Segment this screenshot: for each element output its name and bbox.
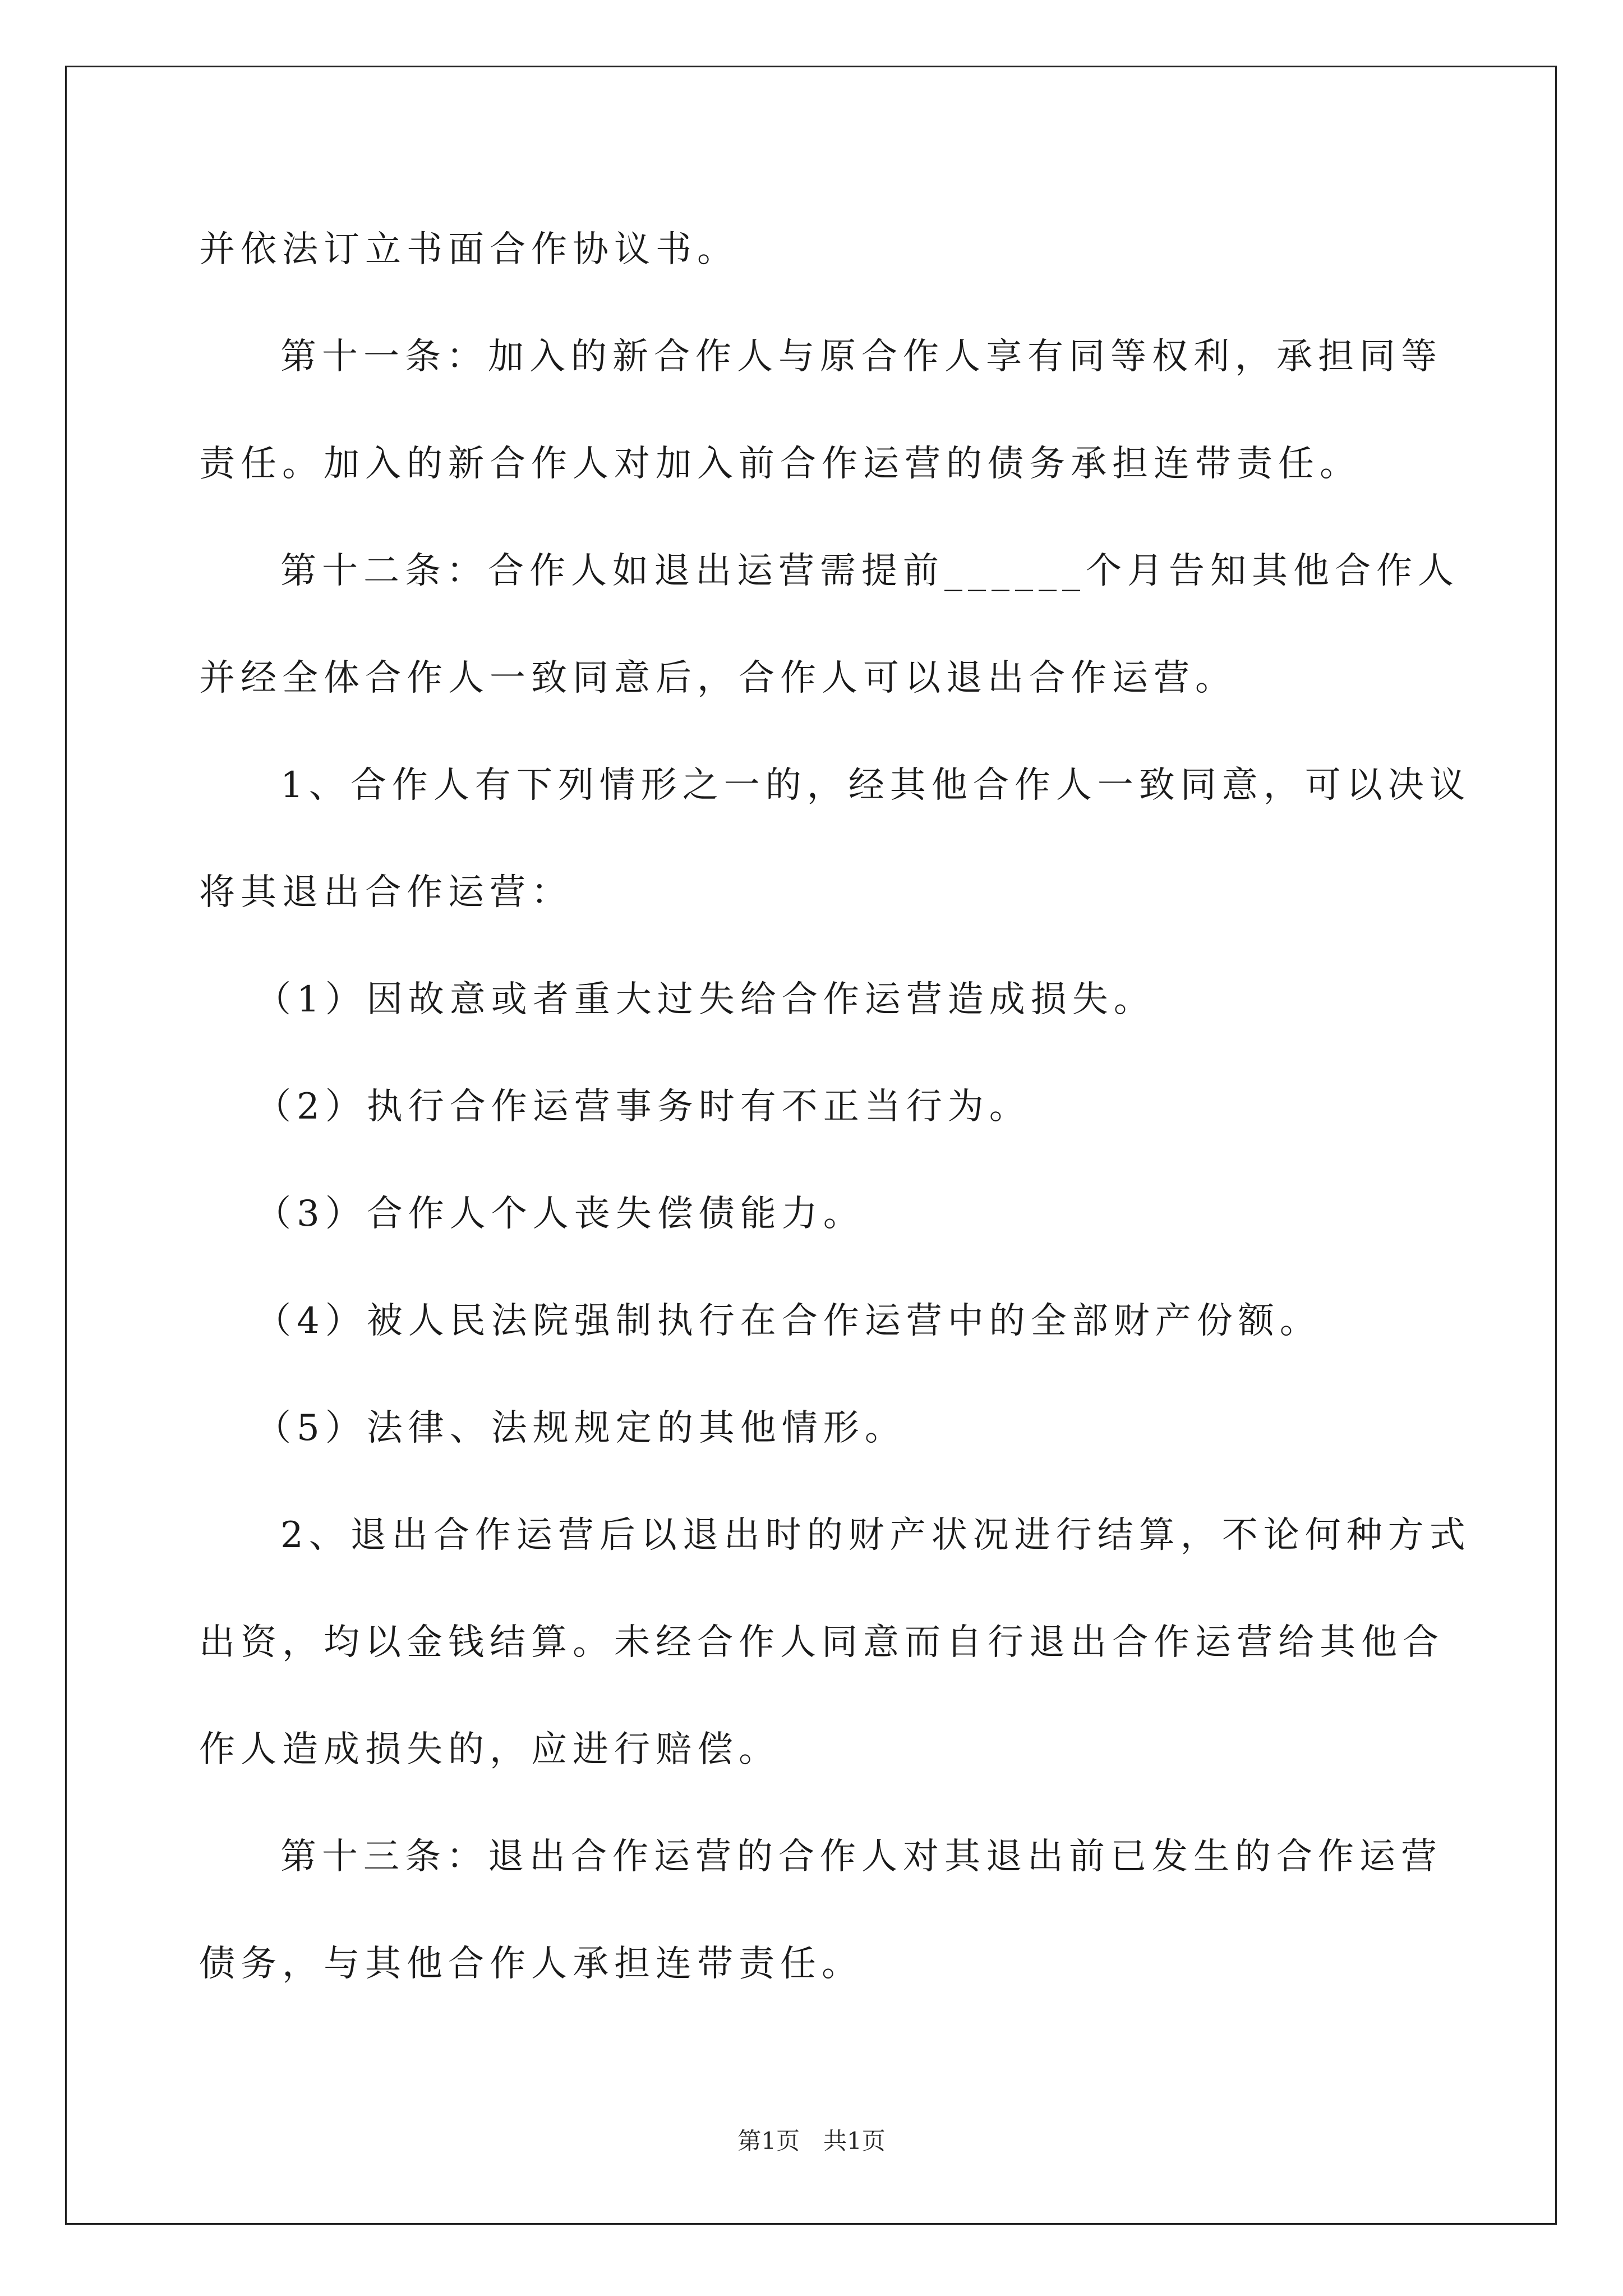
article-11-line-2: 责任。加入的新合作人对加入前合作运营的债务承担连带责任。	[199, 443, 1361, 485]
clause-1-line-1: 1、合作人有下列情形之一的，经其他合作人一致同意，可以决议	[280, 765, 1471, 806]
article-13-line-1: 第十三条：退出合作运营的合作人对其退出前已发生的合作运营	[280, 1836, 1442, 1878]
page-number: 第1页 共1页	[737, 2127, 886, 2155]
list-item: （4）被人民法院强制执行在合作运营中的全部财产份额。	[255, 1300, 1321, 1342]
article-11-line-1: 第十一条：加入的新合作人与原合作人享有同等权利，承担同等	[280, 336, 1442, 378]
clause-2-line-3: 作人造成损失的，应进行赔偿。	[199, 1729, 780, 1770]
clause-2-line-2: 出资，均以金钱结算。未经合作人同意而自行退出合作运营给其他合	[199, 1622, 1444, 1663]
clause-2-line-1: 2、退出合作运营后以退出时的财产状况进行结算，不论何种方式	[280, 1515, 1471, 1556]
article-12-line-1: 第十二条：合作人如退出运营需提前______个月告知其他合作人	[280, 550, 1459, 592]
list-item: （5）法律、法规规定的其他情形。	[255, 1407, 906, 1449]
page-border	[65, 66, 1557, 2225]
text-line: 并依法订立书面合作协议书。	[199, 229, 739, 270]
article-12-line-2: 并经全体合作人一致同意后，合作人可以退出合作运营。	[199, 657, 1237, 699]
list-item: （2）执行合作运营事务时有不正当行为。	[255, 1086, 1031, 1128]
clause-1-line-2: 将其退出合作运营：	[199, 872, 573, 913]
article-13-line-2: 债务，与其他合作人承担连带责任。	[199, 1943, 863, 1985]
list-item: （1）因故意或者重大过失给合作运营造成损失。	[255, 979, 1155, 1020]
list-item: （3）合作人个人丧失偿债能力。	[255, 1193, 865, 1235]
